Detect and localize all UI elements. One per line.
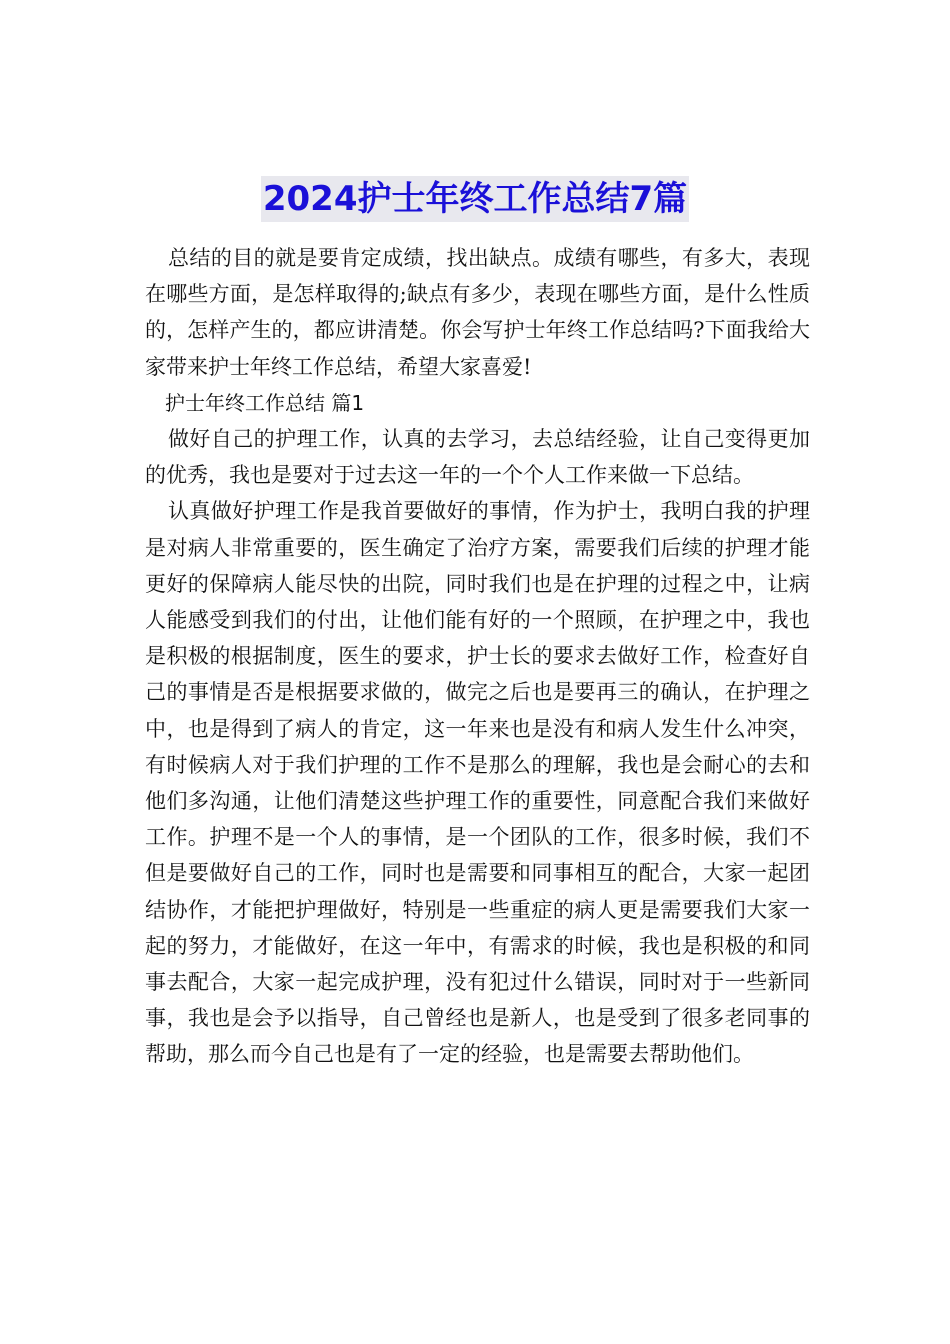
body-paragraph-1: 做好自己的护理工作，认真的去学习，去总结经验，让自己变得更加的优秀，我也是要对于过去这一年的一个个人工作来做一下总结。 [145,427,810,488]
body-paragraph-2: 认真做好护理工作是我首要做好的事情，作为护士，我明白我的护理是对病人非常重要的，医生确定了治疗方案，需要我们后续的护理才能更好的保障病人能尽快的出院，同时我们也是在护理的过程之中，让病人能感受到我们的付出，让他们能有好的一个照顾，在护理之中，我也是积极的根据制度，医生的要求，护士长的要求去做好工作，检查好自己的事情是否是根据要求做的，做完之后也是要再三的确认，在护理之中，也是得到了病人的肯定，这一年来也是没有和病人发生什么冲突，有时候病人对于我们护理的工作不是那么的理解，我也是会耐心的去和他们多沟通，让他们清楚这些护理工作的重要性，同意配合我们来做好工作。护理不是一个人的事情，是一个团队的工作，很多时候，我们不但是要做好自己的工作，同时也是需要和同事相互的配合，大家一起团结协作，才能把护理做好，特别是一些重症的病人更是需要我们大家一起的努力，才能做好，在这一年中，有需求的时候，我也是积极的和同事去配合，大家一起完成护理，没有犯过什么错误，同时对于一些新同事，我也是会予以指导，自己曾经也是新人，也是受到了很多老同事的帮助，那么而今自己也是有了一定的经验，也是需要去帮助他们。 [145,499,810,1067]
section-heading: 护士年终工作总结 篇1 [165,390,365,415]
title-container [0,176,950,222]
document-body [145,240,810,1073]
intro-paragraph: 总结的目的就是要肯定成绩，找出缺点。成绩有哪些，有多大，表现在哪些方面，是怎样取得的;缺点有多少，表现在哪些方面，是什么性质的，怎样产生的，都应讲清楚。你会写护士年终工作总结吗?下面我给大家带来护士年终工作总结，希望大家喜爱! [145,246,810,379]
document-title: 2024护士年终工作总结7篇 [261,176,689,222]
